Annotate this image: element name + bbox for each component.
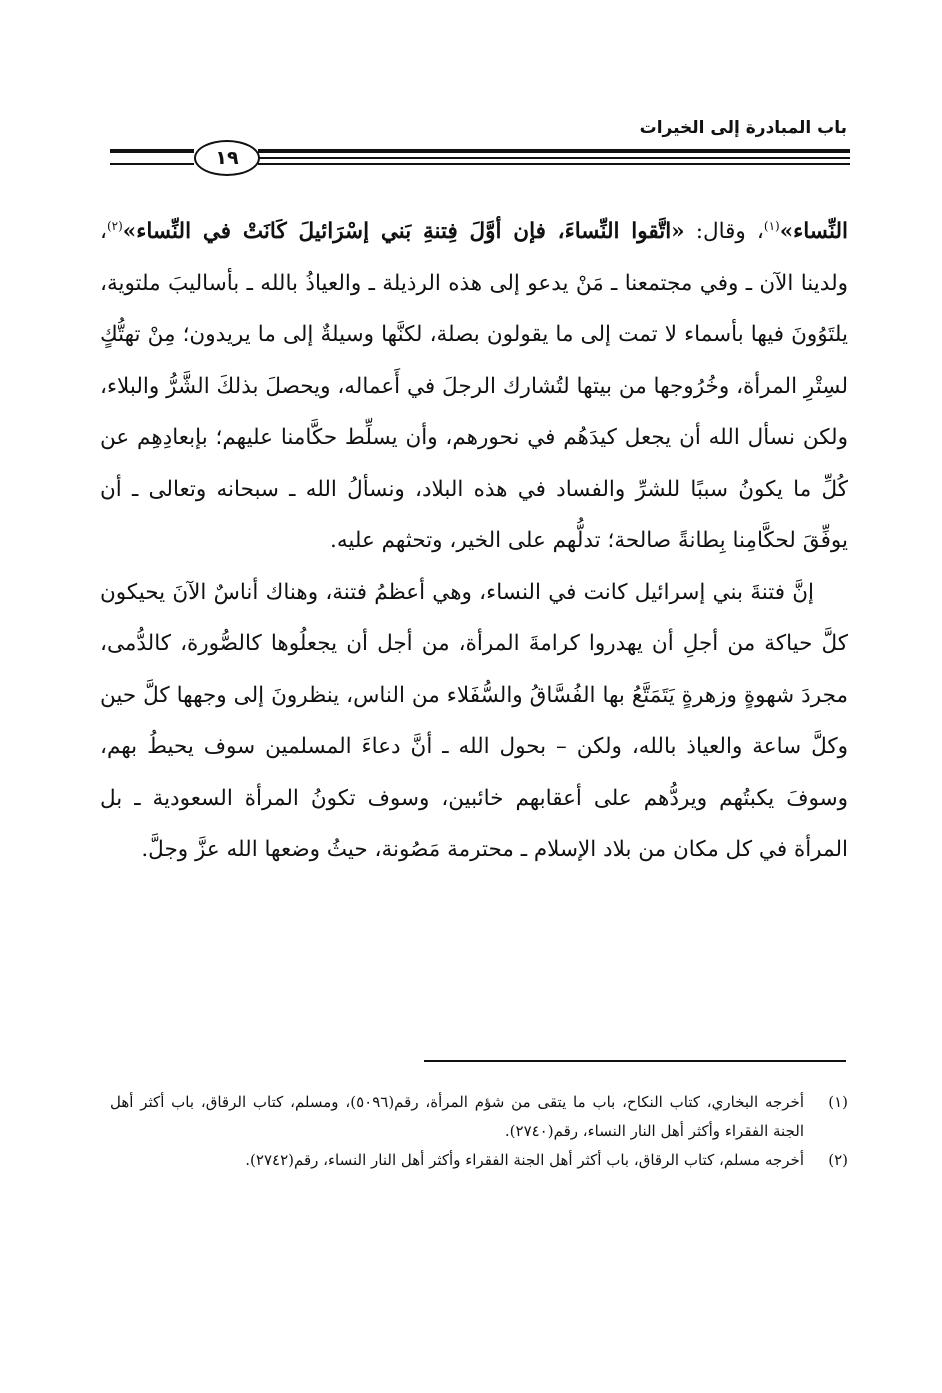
header-rule-right [258, 149, 850, 165]
footnote-text: أخرجه البخاري، كتاب النكاح، باب ما يتقى من شؤم المرأة، رقم(٥٠٩٦)، ومسلم، كتاب الرقاق، باب أكثر أهل الجنة الفقراء وأكثر أهل النار النساء، رقم(٢٧٤٠). [110, 1093, 804, 1140]
paragraph-2: إنَّ فتنةَ بني إسرائيل كانت في النساء، وهي أعظمُ فتنة، وهناك أناسٌ الآنَ يحيكون كلَّ حياكة من أجلِ أن يهدروا كرامةَ المرأة، من أجل أن يجعلُوها كالصُّورة، كالدُّمى، مجردَ شهوةٍ وزهرةٍ يَتَمَتَّعُ بها الفُسَّاقُ والسُّفَلاء من الناس، ينظرونَ إلى وجهها كلَّ حين وكلَّ ساعة والعياذ بالله، ولكن – بحول الله ـ أنَّ دعاءَ المسلمين سوف يحيطُ بهم، وسوفَ يكبتُهم ويردُّهم على أعقابهم خائبين، وسوف تكونُ المرأة السعودية ـ بل المرأة في كل مكان من بلاد الإسلام ـ محترمة مَصُونة، حيثُ وضعها الله عزَّ وجلَّ. [100, 579, 848, 862]
footnote-number: (٢) [828, 1151, 848, 1169]
quote-lead: النِّساء» [779, 219, 848, 244]
footnote-ref-2[interactable]: (٢) [106, 218, 123, 233]
hadith-quote: «اتَّقوا النِّساءَ، فإن أوَّلَ فِتنةِ بَني إسْرَائيلَ كَانَتْ في النِّساء» [122, 219, 685, 244]
footnote-item [110, 1146, 848, 1175]
paragraph-1 [100, 206, 848, 567]
header-rule-left [110, 149, 194, 165]
paragraph-1-rest: ، ولدينا الآن ـ وفي مجتمعنا ـ مَنْ يدعو إلى هذه الرذيلة ـ والعياذُ بالله ـ بأساليبَ ملتوية، يلتَوُونَ فيها بأسماء لا تمت إلى ما يقولون بصلة، لكنَّها وسيلةٌ إلى ما يريدون؛ مِنْ تهتُّكٍ لسِتْرِ المرأة، وخُرُوجها من بيتها لتُشارك الرجلَ في أَعماله، ويحصلَ بذلكَ الشَّرُّ والبلاء، ولكن نسأل الله أن يجعل كيدَهُم في نحورهم، وأن يسلِّط حكَّامنا عليهم؛ بإبعادِهِم عن كُلِّ ما يكونُ سببًا للشرِّ والفساد في هذه البلاد، ونسألُ الله ـ سبحانه وتعالى ـ أن يوفِّقَ لحكَّامِنا بِطانةً صالحة؛ تدلُّهم على الخير، وتحثهم عليه. [100, 219, 848, 553]
intro-text: ، وقال: [684, 219, 764, 244]
footnote-separator [424, 1060, 846, 1062]
footnote-item [110, 1088, 848, 1146]
chapter-title: باب المبادرة إلى الخيرات [639, 118, 847, 138]
footnotes [110, 1088, 848, 1175]
main-text [100, 206, 848, 876]
page-number: ١٩ [194, 140, 260, 176]
footnote-text: أخرجه مسلم، كتاب الرقاق، باب أكثر أهل الجنة الفقراء وأكثر أهل النار النساء، رقم(٢٧٤٢). [245, 1151, 804, 1169]
header-rule [110, 140, 850, 176]
footnote-ref-1[interactable]: (١) [763, 218, 780, 233]
footnote-number: (١) [828, 1093, 848, 1111]
